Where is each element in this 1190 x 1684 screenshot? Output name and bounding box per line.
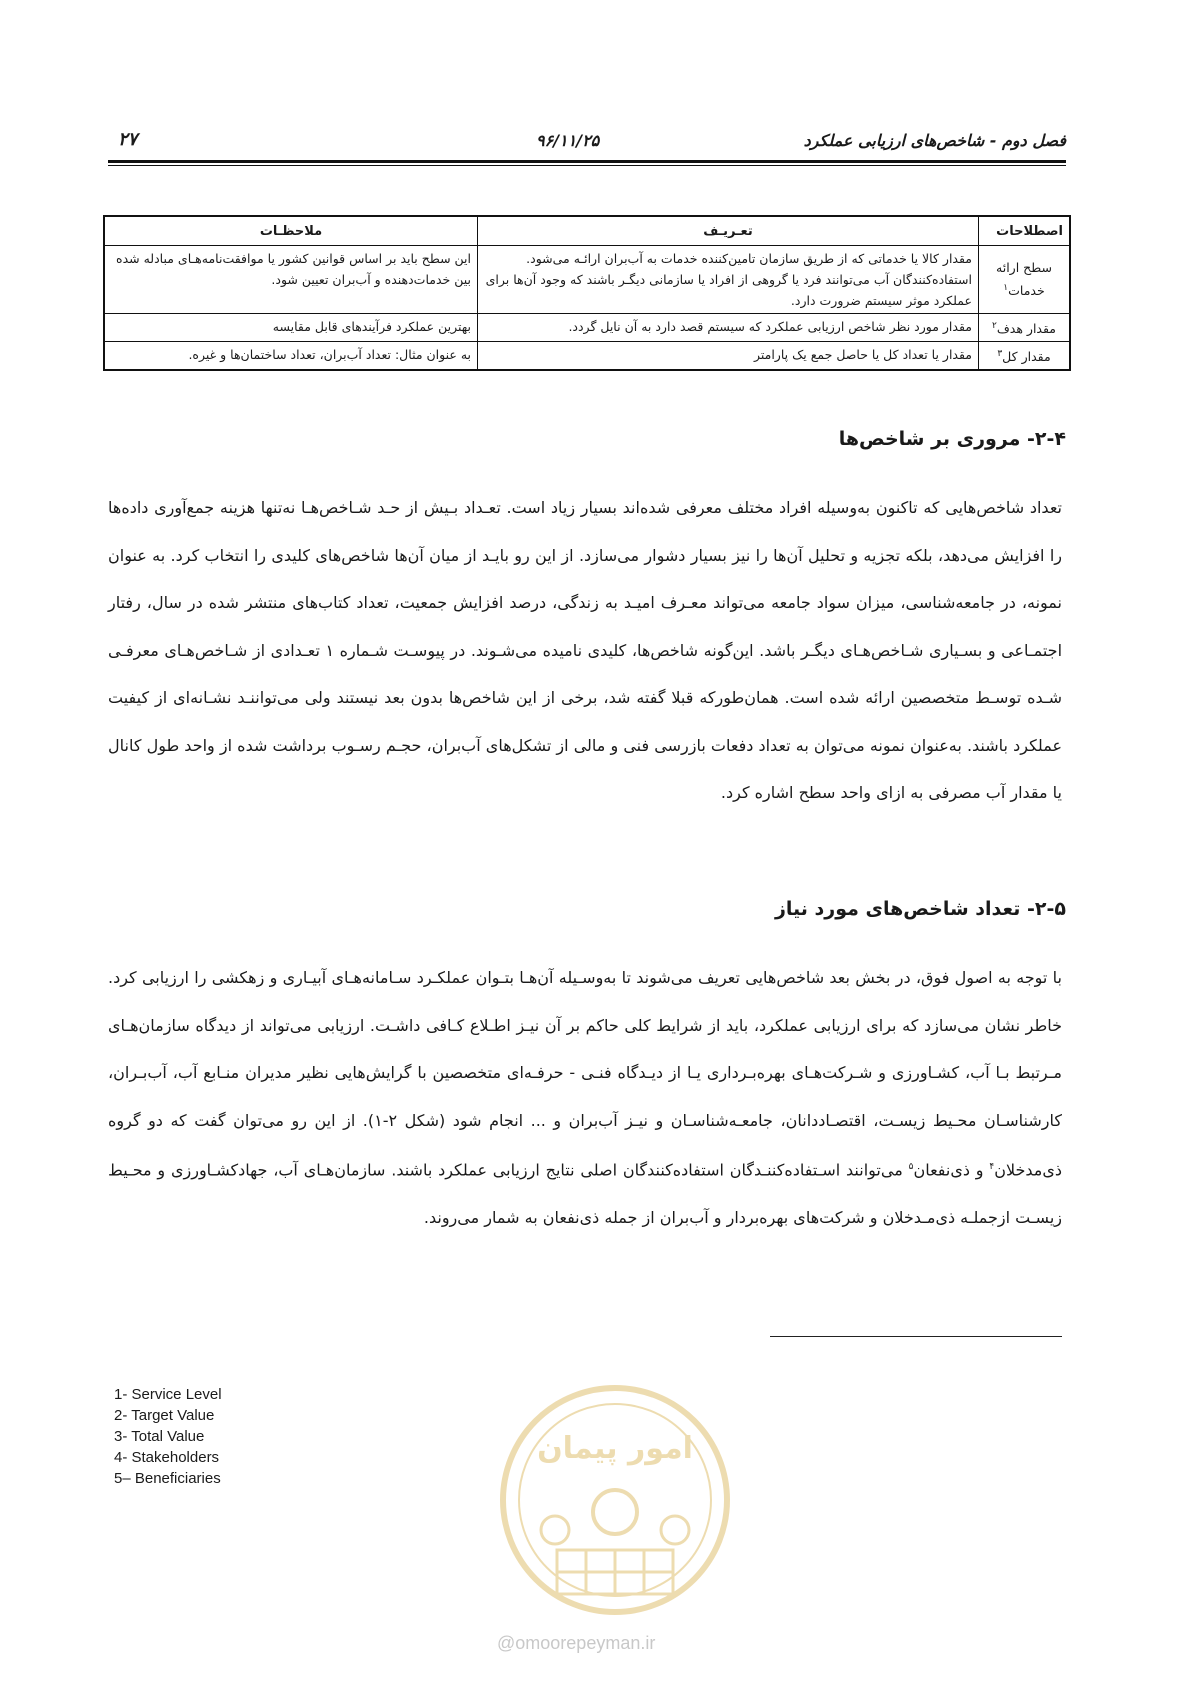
notes-cell: بهترین عملکرد فرآیندهای قابل مقایسه — [104, 314, 478, 342]
section-5-heading: ۲-۵- تعداد شاخص‌های مورد نیاز — [774, 898, 1066, 920]
table-header-row — [104, 216, 1070, 246]
footnote: 5– Beneficiaries — [114, 1470, 221, 1487]
definitions-table — [103, 215, 1071, 371]
header-rule-thick — [108, 160, 1066, 163]
column-header-definition: تعـریـف — [478, 216, 979, 246]
column-header-notes: ملاحظـات — [104, 216, 478, 246]
notes-cell: این سطح باید بر اساس قوانین کشور یا موافقت‌نامه‌هـای مبادله شده بین خدمات‌دهنده و آب‌بران تعیین شود. — [104, 246, 478, 314]
section-4-heading: ۲-۴- مروری بر شاخص‌ها — [838, 428, 1066, 450]
definition-cell: مقدار یا تعداد کل یا حاصل جمع یک پارامتر — [478, 342, 979, 371]
header-rule-thin — [108, 165, 1066, 166]
paragraph-text: و ذی‌نفعان — [913, 1160, 990, 1180]
table-row — [104, 314, 1070, 342]
page-header — [108, 128, 1066, 164]
footnote-ref: ۵ — [908, 1162, 914, 1172]
footnote: 3- Total Value — [114, 1428, 205, 1445]
table-row — [104, 246, 1070, 314]
page-number: ۲۷ — [118, 129, 138, 150]
footnote-divider — [770, 1336, 1062, 1337]
chapter-title: فصل دوم - شاخص‌های ارزیابی عملکرد — [803, 131, 1066, 150]
term-cell — [979, 314, 1071, 342]
term-cell — [979, 342, 1071, 371]
definition-cell: مقدار مورد نظر شاخص ارزیابی عملکرد که سیستم قصد دارد به آن نایل گردد. — [478, 314, 979, 342]
section-5-paragraph — [108, 954, 1062, 1241]
footnotes — [114, 1384, 222, 1489]
footnote: 2- Target Value — [114, 1407, 215, 1424]
website-watermark: @omoorepeyman.ir — [497, 1633, 656, 1653]
term-text: مقدار کل — [1002, 349, 1051, 365]
paragraph-text: می‌توانند اسـتفاده‌کننـدگان استفاده‌کنندگان اصلی نتایج ارزیابی عملکرد باشند. سازمان‌هـای آب، جهادکشـاورزی و محـیط زیسـت ازجملـه ذی‌مـدخلان و شرکت‌های بهره‌بردار و آب‌بران از جمله ذی‌نفعان به شمار می‌روند. — [108, 1160, 1062, 1227]
seal-watermark — [495, 1380, 735, 1620]
section-4-paragraph: تعداد شاخص‌هایی که تاکنون به‌وسیله افراد مختلف معرفی شده‌اند بسیار زیاد است. تعـداد بـیش از حـد شـاخص‌هـا نه‌تنها هزینه جمع‌آوری داده‌ها را افزایش می‌دهد، بلکه تجزیه و تحلیل آن‌ها را نیز بسیار دشوار می‌سازد. از این رو بایـد از میان آن‌ها شاخص‌های کلیدی را انتخاب کرد. به عنوان نمونه، در جامعه‌شناسی، میزان سواد جامعه می‌تواند معـرف امیـد به زندگی، درصد افزایش جمعیت، تعداد کتاب‌های منتشر شده در سال، رفتار اجتمـاعی و بسـیاری شـاخص‌هـای دیگـر باشد. این‌گونه شاخص‌ها، کلیدی نامیده می‌شـوند. در پیوسـت شـماره ۱ تعـدادی از شـاخص‌هـای معرفـی شـده توسـط متخصصین ارائه شده است. همان‌طورکه قبلا گفته شد، برخی از این شاخص‌ها بدون بعد نیستند ولی می‌تواننـد نشـانه‌ای از کیفیت عملکرد باشند. به‌عنوان نمونه می‌توان به تعداد دفعات بازرسی فنی و مالی از تشکل‌های آب‌بران، حجـم رسـوب برداشت شده از واحد طول کانال یا مقدار آب مصرفی به ازای واحد سطح اشاره کرد. — [108, 498, 1063, 802]
term-text: مقدار هدف — [996, 321, 1057, 337]
paragraph-text: با توجه به اصول فوق، در بخش بعد شاخص‌هایی تعریف می‌شوند تا به‌وسـیله آن‌هـا بتـوان عملکـرد سـامانه‌هـای آبیـاری و زهکشی را ارزیابی کرد. خاطر نشان می‌سازد که برای ارزیابی عملکرد، باید از شرایط کلی حاکم بر آن نیـز اطـلاع کـافی داشـت. ارزیابی می‌تواند از دیدگاه سازمان‌هـای مـرتبط بـا آب، کشـاورزی و شـرکت‌هـای بهره‌بـرداری یـا از دیـدگاه فنـی - حرفـه‌ای متخصصین با گرایش‌هایی نظیر مدیران منـابع آب، آب‌بـران، کارشناسـان محـیط زیسـت، اقتصـاددانان، جامعـه‌شناسـان و نیـز آب‌بران و ... انجام شود (شکل ۲-۱). از این رو می‌توان گفت که دو گروه ذی‌مدخلان — [108, 968, 1063, 1180]
footnote-ref: ۴ — [989, 1162, 995, 1172]
footnote: 4- Stakeholders — [114, 1449, 220, 1466]
table-row — [104, 342, 1070, 371]
footnote-ref: ۳ — [997, 349, 1003, 360]
header-date: ۹۶/۱۱/۲۵ — [536, 131, 600, 150]
definition-cell: مقدار کالا یا خدماتی که از طریق سازمان تامین‌کننده خدمات به آب‌بران ارائـه می‌شود. استفاده‌کنندگان آب می‌توانند فرد یا گروهی از افراد یا سازمانی دیگـر باشند که وجود آن‌ها برای عملکرد موثر سیستم ضرورت دارد. — [478, 246, 979, 314]
column-header-term: اصطلاحات — [979, 216, 1071, 246]
notes-cell: به عنوان مثال: تعداد آب‌بران، تعداد ساختمان‌ها و غیره. — [104, 342, 478, 371]
term-cell — [979, 246, 1071, 314]
seal-text: امور پیمان — [537, 1431, 693, 1466]
footnote-ref: ۱ — [1003, 283, 1009, 294]
footnote: 1- Service Level — [114, 1386, 222, 1403]
footnote-ref: ۲ — [991, 321, 997, 331]
term-text: سطح ارائه خدمات — [996, 260, 1052, 299]
